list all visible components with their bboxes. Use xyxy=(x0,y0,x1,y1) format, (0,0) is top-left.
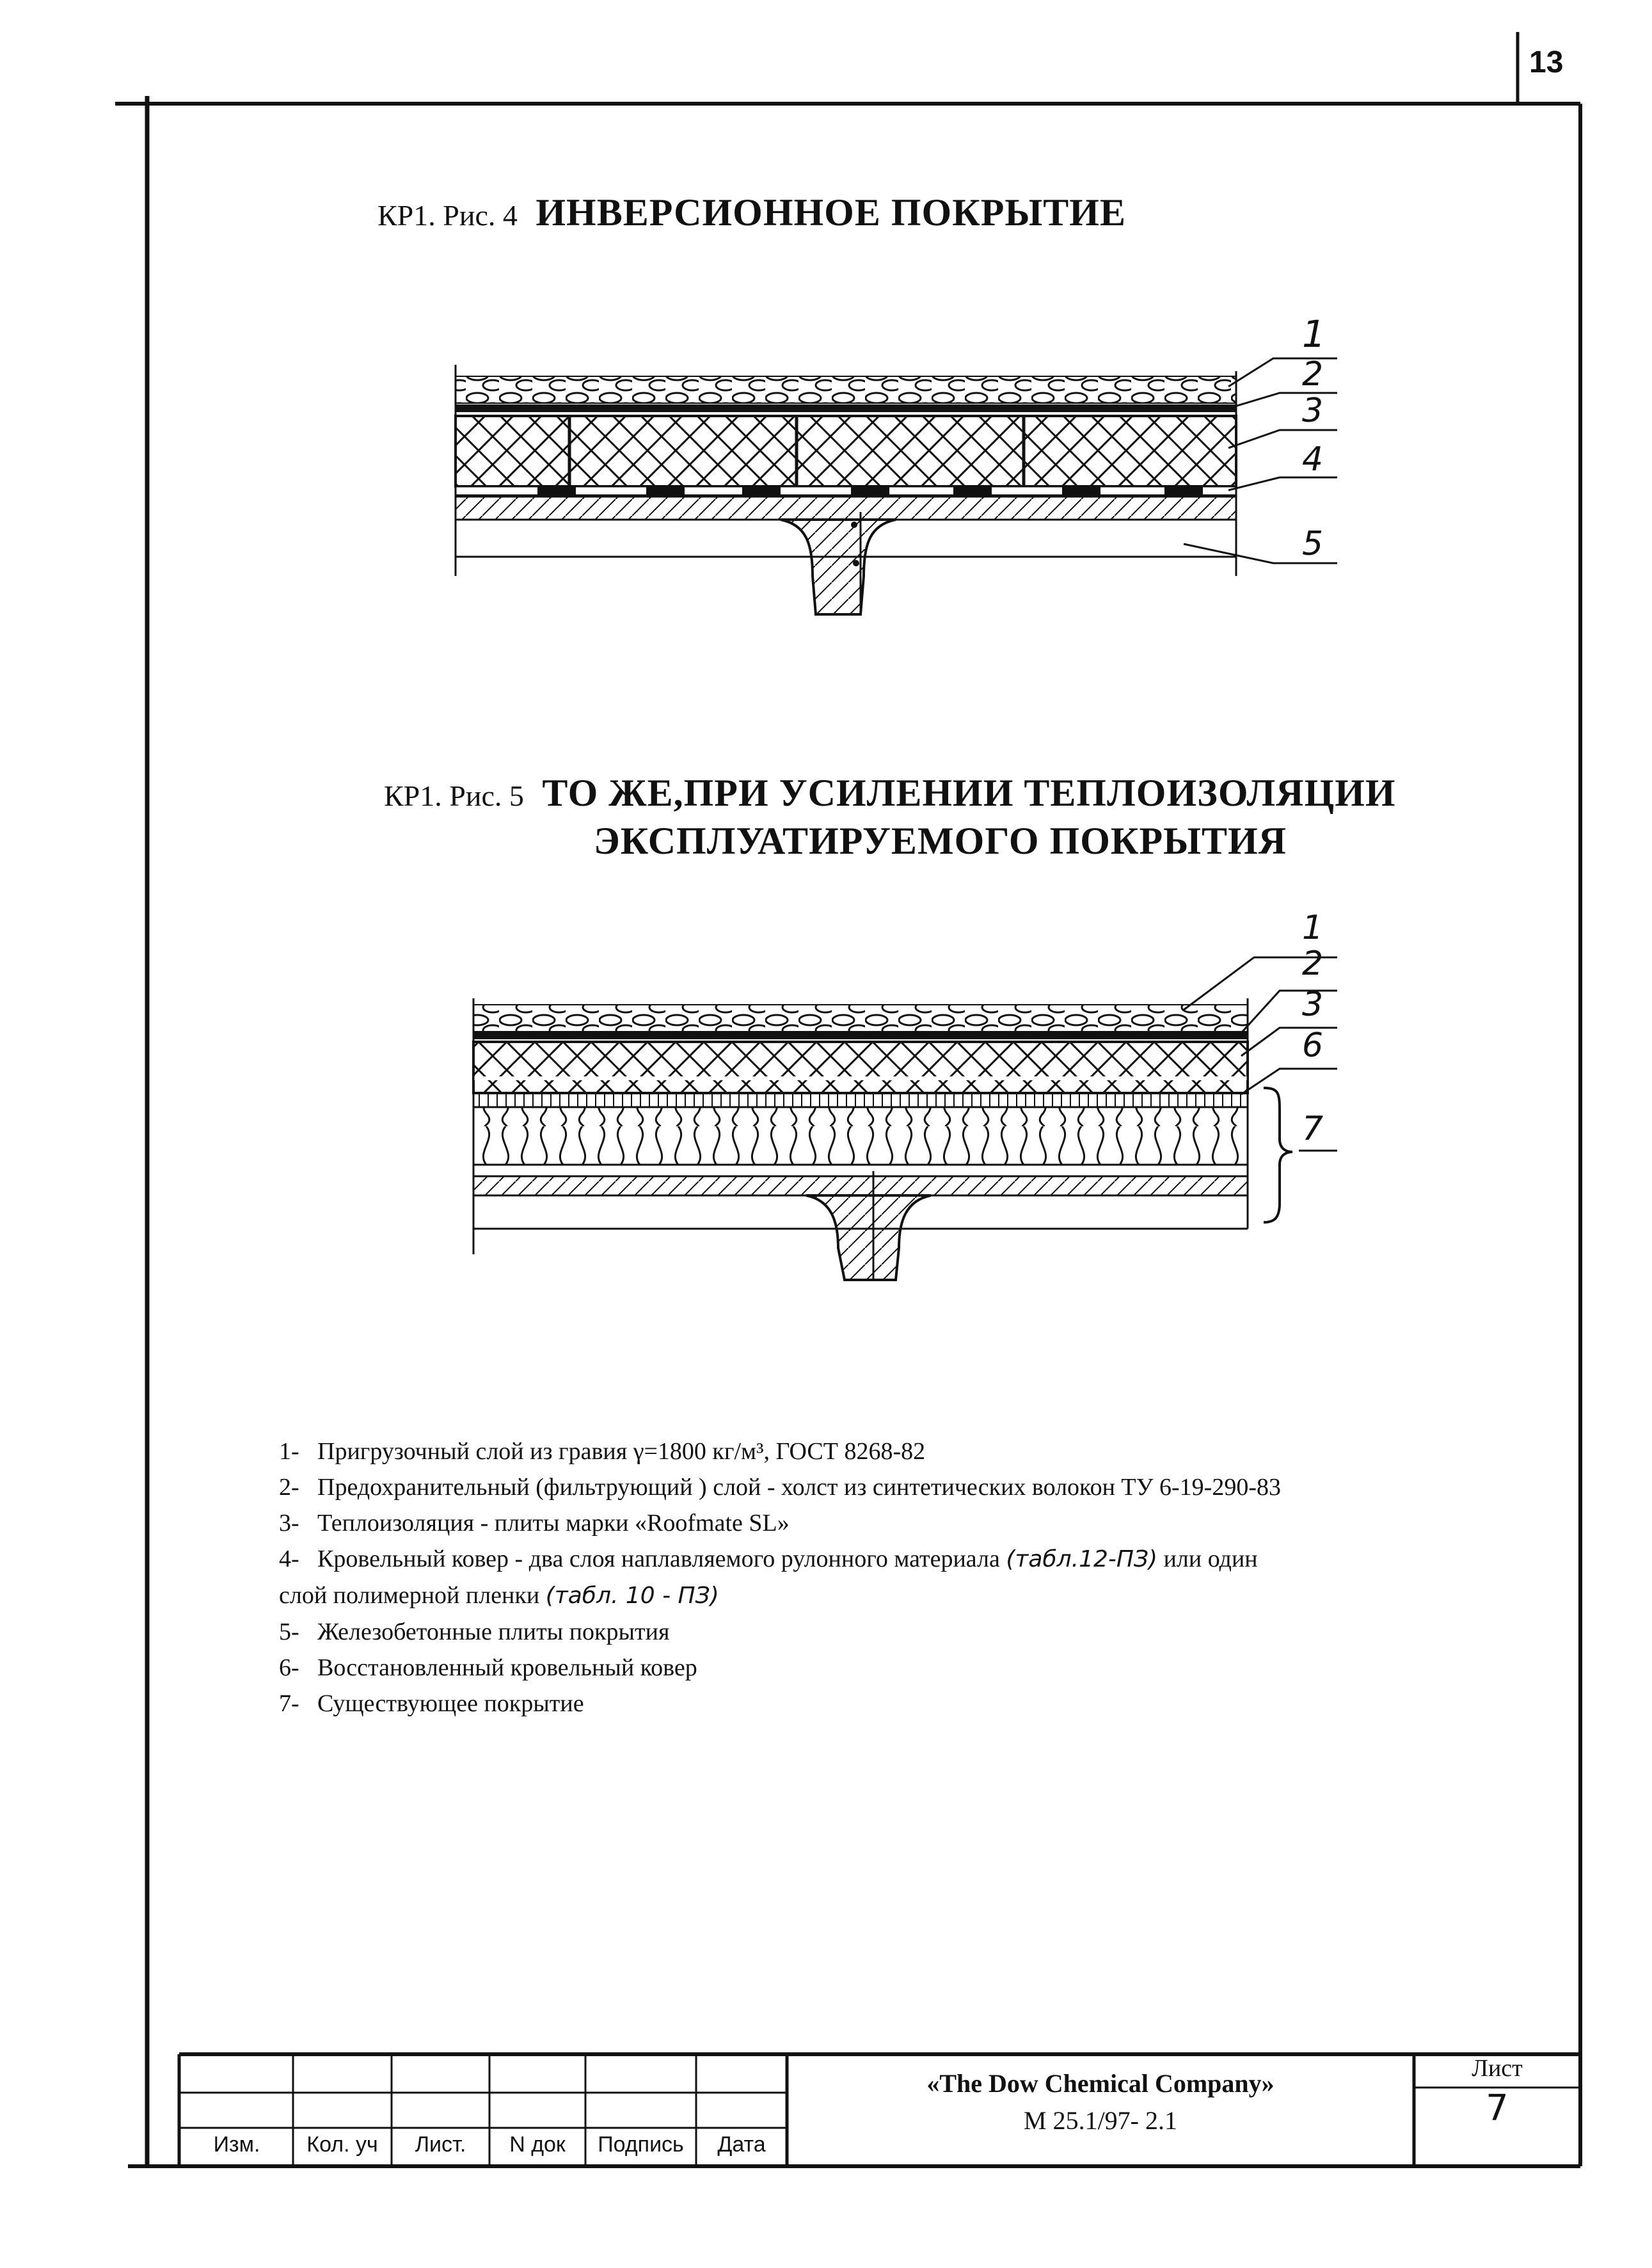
fig5-callout-7: 7 xyxy=(1302,1110,1324,1148)
legend-text-cont: или один xyxy=(1163,1545,1258,1572)
legend-handwritten-ref: (табл.12-ПЗ) xyxy=(1006,1546,1158,1572)
legend-num: 1- xyxy=(279,1438,299,1465)
legend-text: Теплоизоляция - плиты марки «Roofmate SL» xyxy=(317,1510,790,1537)
fig4-callout-3: 3 xyxy=(1302,392,1324,430)
page-number: 13 xyxy=(1529,45,1564,79)
legend-num: 5- xyxy=(279,1618,299,1645)
legend-text: Существующее покрытие xyxy=(317,1690,584,1717)
legend-text: слой полимерной пленки xyxy=(279,1582,540,1609)
fig4-callout-5: 5 xyxy=(1302,525,1324,563)
legend-text: Предохранительный (фильтрующий ) слой - холст из синтетических волокон ТУ 6-19-290-83 xyxy=(317,1474,1281,1501)
fig5-callout-2: 2 xyxy=(1302,945,1324,983)
fig4-callout-1: 1 xyxy=(1302,312,1326,356)
figure5-title-line1: ТО ЖЕ,ПРИ УСИЛЕНИИ ТЕПЛОИЗОЛЯЦИИ xyxy=(542,772,1396,814)
legend-num: 3- xyxy=(279,1510,299,1537)
sheet-number: 7 xyxy=(1486,2088,1509,2129)
figure4-title: ИНВЕРСИОННОЕ ПОКРЫТИЕ xyxy=(536,191,1126,234)
legend-num: 6- xyxy=(279,1654,299,1681)
figure4-ref: КР1. Рис. 4 xyxy=(377,199,518,232)
sheet-label: Лист xyxy=(1472,2055,1523,2082)
figure5-ref: КР1. Рис. 5 xyxy=(384,779,524,812)
legend-num: 7- xyxy=(279,1690,299,1717)
fig5-callout-1: 1 xyxy=(1302,909,1324,947)
legend-text: Восстановленный кровельный ковер xyxy=(317,1654,697,1681)
fig4-callout-4: 4 xyxy=(1302,440,1324,479)
company-name: «The Dow Chemical Company» xyxy=(926,2069,1275,2098)
legend-num: 2- xyxy=(279,1474,299,1501)
legend-text: Кровельный ковер - два слоя наплавляемого рулонного материала xyxy=(317,1545,1000,1572)
figure5-title-line2: ЭКСПЛУАТИРУЕМОГО ПОКРЫТИЯ xyxy=(594,820,1287,862)
title-block-col-kol-uch: Кол. уч xyxy=(306,2132,378,2157)
fig4-callout-2: 2 xyxy=(1302,355,1324,394)
title-block-col-n-dok: N док xyxy=(509,2132,566,2157)
title-block-col-izm: Изм. xyxy=(213,2132,260,2157)
legend-text: Железобетонные плиты покрытия xyxy=(317,1618,670,1645)
legend-handwritten-ref: (табл. 10 - ПЗ) xyxy=(545,1583,719,1609)
title-block-col-podpis: Подпись xyxy=(598,2132,684,2157)
fig5-callout-3: 3 xyxy=(1302,986,1324,1024)
legend-num: 4- xyxy=(279,1545,299,1572)
title-block-col-data: Дата xyxy=(717,2132,766,2157)
document-number: М 25.1/97- 2.1 xyxy=(1024,2106,1177,2135)
title-block-col-list: Лист. xyxy=(415,2132,466,2157)
fig5-callout-6: 6 xyxy=(1302,1026,1324,1065)
legend-text: Пригрузочный слой из гравия γ=1800 кг/м³, ГОСТ 8268-82 xyxy=(317,1438,926,1465)
